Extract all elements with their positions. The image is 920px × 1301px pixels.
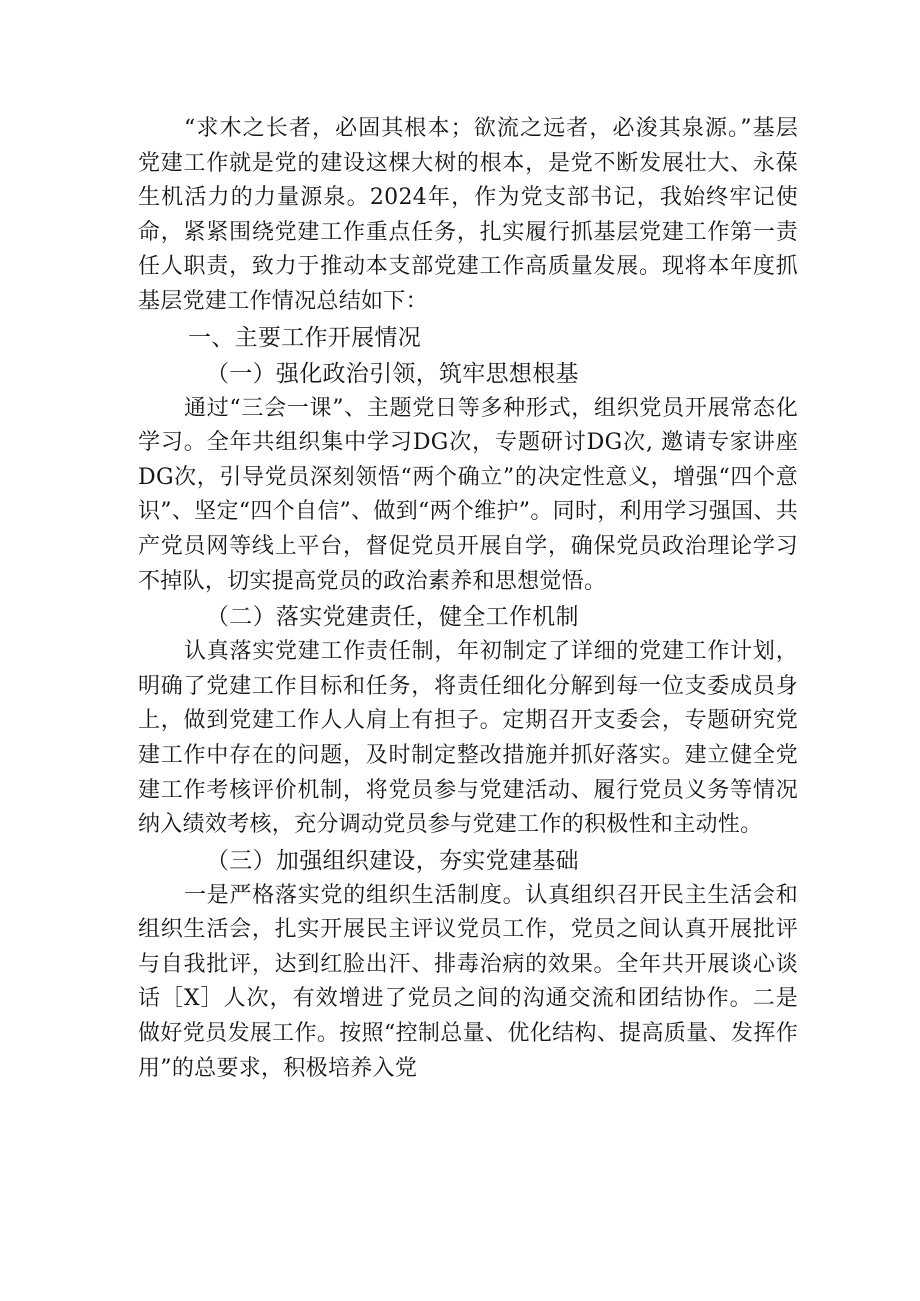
section-heading-main-work: 一、主要工作开展情况 — [188, 324, 421, 351]
intro-paragraph: “求木之长者，必固其根本；欲流之远者，必浚其泉源。”基层党建工作就是党的建设这棵大树的根本，是党不断发展壮大、永葆生机活力的力量源泉。2024年，作为党支部书记，我始终牢记使命，紧紧围绕党建工作重点任务，扎实履行抓基层党建工作第一责任人职责，致力于推动本支部党建工作高质量发展。现将本年度抓基层党建工作情况总结如下： — [138, 116, 798, 314]
document-body — [138, 112, 798, 1086]
paragraph-organization: 一是严格落实党的组织生活制度。认真组织召开民主生活会和组织生活会，扎实开展民主评议党员工作，党员之间认真开展批评与自我批评，达到红脸出汗、排毒治病的效果。全年共开展谈心谈话［X］人次，有效增进了党员之间的沟通交流和团结协作。二是做好党员发展工作。按照“控制总量、优化结构、提高质量、发挥作用”的总要求，积极培养入党 — [138, 882, 798, 1081]
subsection-heading-organization: （三）加强组织建设，夯实党建基础 — [206, 847, 579, 874]
subsection-heading-political-guidance: （一）强化政治引领，筑牢思想根基 — [206, 360, 579, 387]
subsection-heading-responsibility: （二）落实党建责任，健全工作机制 — [206, 604, 579, 631]
paragraph-political-guidance: 通过“三会一课”、主题党日等多种形式，组织党员开展常态化学习。全年共组织集中学习DG次，专题研讨DG次, 邀请专家讲座DG次，引导党员深刻领悟“两个确立”的决定性意义，增强“四个意识”、坚定“四个自信”、做到“两个维护”。同时，利用学习强国、共产党员网等线上平台，督促党员开展自学，确保党员政治理论学习不掉队，切实提高党员的政治素养和思想觉悟。 — [138, 395, 798, 594]
paragraph-responsibility: 认真落实党建工作责任制，年初制定了详细的党建工作计划，明确了党建工作目标和任务，将责任细化分解到每一位支委成员身上，做到党建工作人人肩上有担子。定期召开支委会，专题研究党建工作中存在的问题，及时制定整改措施并抓好落实。建立健全党建工作考核评价机制，将党员参与党建活动、履行党员义务等情况纳入绩效考核，充分调动党员参与党建工作的积极性和主动性。 — [138, 639, 798, 838]
